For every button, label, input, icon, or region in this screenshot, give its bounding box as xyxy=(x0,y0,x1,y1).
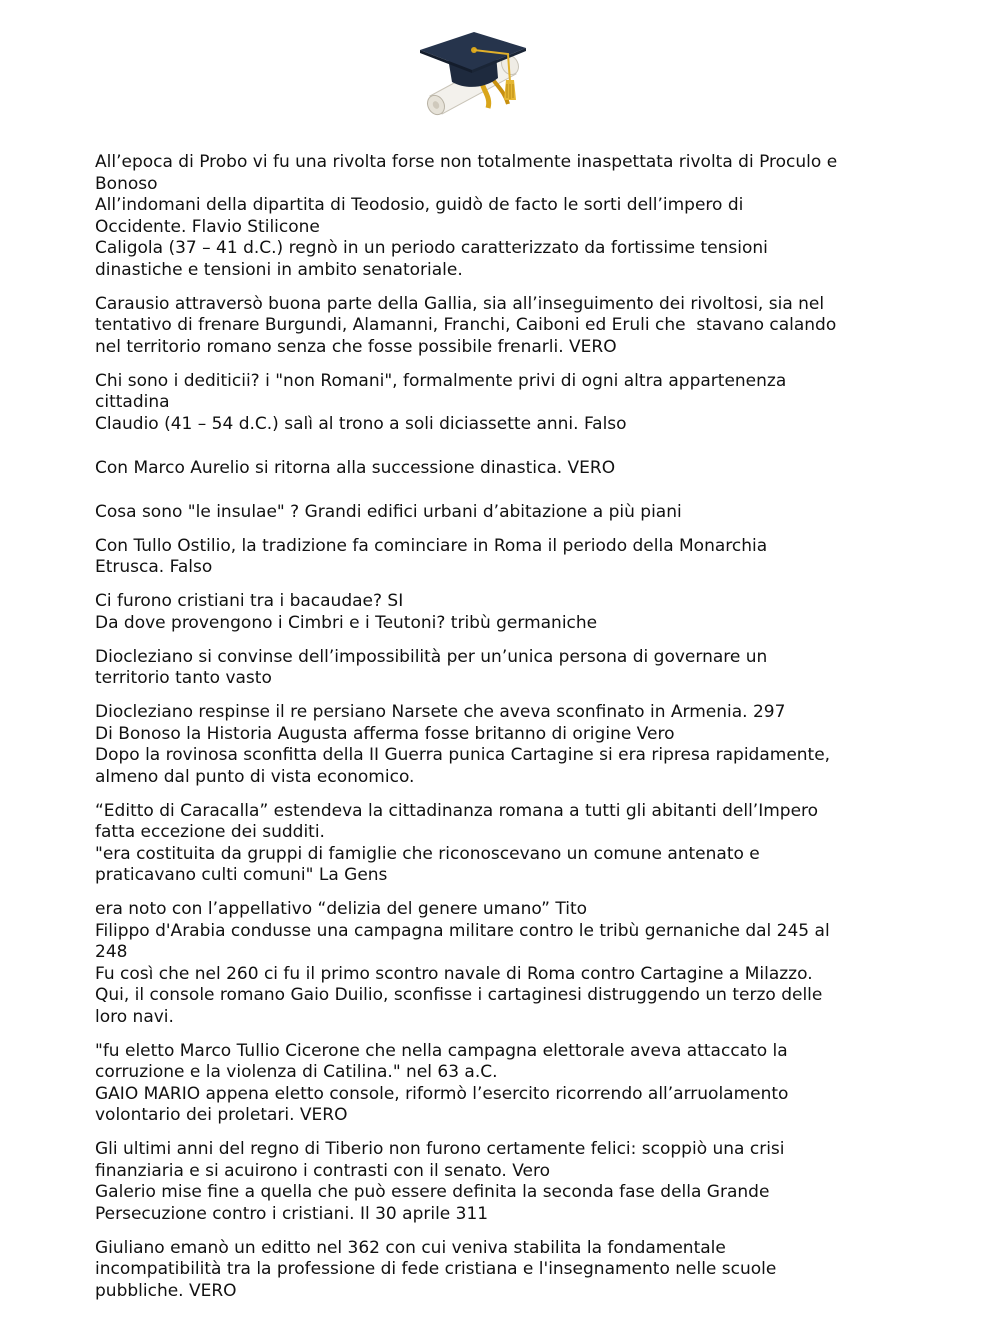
text-line: Diocleziano si convinse dell’impossibilità per un’unica persona di governare un xyxy=(95,646,768,667)
paragraph xyxy=(95,702,910,788)
text-line: fatta eccezione dei sudditi. xyxy=(95,822,325,842)
text-line: dinastiche e tensioni in ambito senatoriale. xyxy=(95,259,463,280)
text-line: “Editto di Caracalla” estendeva la cittadinanza romana a tutti gli abitanti dell’Impero xyxy=(95,800,819,821)
text-line: "fu eletto Marco Tullio Cicerone che nella campagna elettorale aveva attaccato la xyxy=(95,1040,788,1061)
text-line: Con Marco Aurelio si ritorna alla successione dinastica. VERO xyxy=(95,457,616,478)
text-line: Cosa sono "le insulae" ? Grandi edifici urbani d’abitazione a più piani xyxy=(95,501,682,522)
spacer xyxy=(95,492,910,502)
text-line: Dopo la rovinosa sconfitta della II Guerra punica Cartagine si era ripresa rapidamente, xyxy=(95,745,831,765)
text-line: incompatibilità tra la professione di fede cristiana e l'insegnamento nelle scuole xyxy=(95,1259,777,1279)
text-line: Galerio mise fine a quella che può essere definita la seconda fase della Grande xyxy=(95,1182,770,1202)
text-line: praticavano culti comuni" La Gens xyxy=(95,865,388,885)
text-line: All’epoca di Probo vi fu una rivolta forse non totalmente inaspettata rivolta di Proculo e xyxy=(95,152,838,172)
paragraph xyxy=(95,647,910,690)
text-line: Caligola (37 – 41 d.C.) regnò in un periodo caratterizzato da fortissime tensioni xyxy=(95,238,768,258)
text-line: Gli ultimi anni del regno di Tiberio non furono certamente felici: scoppiò una crisi xyxy=(95,1139,785,1159)
paragraph xyxy=(95,899,910,1028)
text-line: GAIO MARIO appena eletto console, riformò l’esercito ricorrendo all’arruolamento xyxy=(95,1083,789,1104)
paragraph xyxy=(95,801,910,887)
paragraph xyxy=(95,294,910,359)
paragraph xyxy=(95,1041,910,1127)
text-line: Ci furono cristiani tra i bacaudae? SI xyxy=(95,591,404,611)
text-line: Fu così che nel 260 ci fu il primo scontro navale di Roma contro Cartagine a Milazzo. xyxy=(95,963,813,984)
text-line: nel territorio romano senza che fosse possibile frenarli. VERO xyxy=(95,336,617,357)
text-line: loro navi. xyxy=(95,1006,174,1027)
text-line: Carausio attraversò buona parte della Gallia, sia all’inseguimento dei rivoltosi, sia nel xyxy=(95,293,825,314)
text-line: Etrusca. Falso xyxy=(95,557,213,577)
text-line: almeno dal punto di vista economico. xyxy=(95,766,415,787)
text-line: Diocleziano respinse il re persiano Narsete che aveva sconfinato in Armenia. 297 xyxy=(95,702,786,722)
text-line: Filippo d'Arabia condusse una campagna militare contro le tribù gernaniche dal 245 al xyxy=(95,920,830,941)
text-line: Chi sono i dediticii? i "non Romani", formalmente privi di ogni altra appartenenza xyxy=(95,370,787,391)
text-line: cittadina xyxy=(95,392,170,412)
text-line: territorio tanto vasto xyxy=(95,668,272,688)
text-line: pubbliche. VERO xyxy=(95,1280,237,1301)
graduation-cap-diploma-icon xyxy=(412,28,530,120)
text-line: Di Bonoso la Historia Augusta afferma fosse britanno di origine Vero xyxy=(95,723,675,744)
text-line: Occidente. Flavio Stilicone xyxy=(95,216,320,237)
paragraph xyxy=(95,591,910,634)
text-line: All’indomani della dipartita di Teodosio, guidò de facto le sorti dell’impero di xyxy=(95,195,744,215)
text-line: Giuliano emanò un editto nel 362 con cui veniva stabilita la fondamentale xyxy=(95,1237,726,1258)
paragraph xyxy=(95,458,910,480)
text-line: era noto con l’appellativo “delizia del genere umano” Tito xyxy=(95,899,588,919)
text-line: Qui, il console romano Gaio Duilio, sconfisse i cartaginesi distruggendo un terzo delle xyxy=(95,985,823,1005)
text-line: Bonoso xyxy=(95,173,158,194)
paragraph xyxy=(95,1238,910,1303)
spacer xyxy=(95,448,910,458)
text-line: tentativo di frenare Burgundi, Alamanni, Franchi, Caiboni ed Eruli che stavano calando xyxy=(95,315,837,335)
text-line: corruzione e la violenza di Catilina." nel 63 a.C. xyxy=(95,1062,498,1082)
document-body xyxy=(95,152,910,1315)
paragraph xyxy=(95,502,910,524)
text-line: Claudio (41 – 54 d.C.) salì al trono a soli diciassette anni. Falso xyxy=(95,413,627,434)
text-line: "era costituita da gruppi di famiglie che riconoscevano un comune antenato e xyxy=(95,843,760,864)
paragraph xyxy=(95,1139,910,1225)
paragraph xyxy=(95,371,910,436)
text-line: Persecuzione contro i cristiani. Il 30 aprile 311 xyxy=(95,1203,489,1224)
paragraph xyxy=(95,536,910,579)
text-line: 248 xyxy=(95,942,128,962)
text-line: Da dove provengono i Cimbri e i Teutoni? tribù germaniche xyxy=(95,612,598,633)
text-line: volontario dei proletari. VERO xyxy=(95,1105,348,1125)
text-line: Con Tullo Ostilio, la tradizione fa cominciare in Roma il periodo della Monarchia xyxy=(95,535,768,556)
text-line: finanziaria e si acuirono i contrasti con il senato. Vero xyxy=(95,1160,550,1181)
paragraph xyxy=(95,152,910,281)
